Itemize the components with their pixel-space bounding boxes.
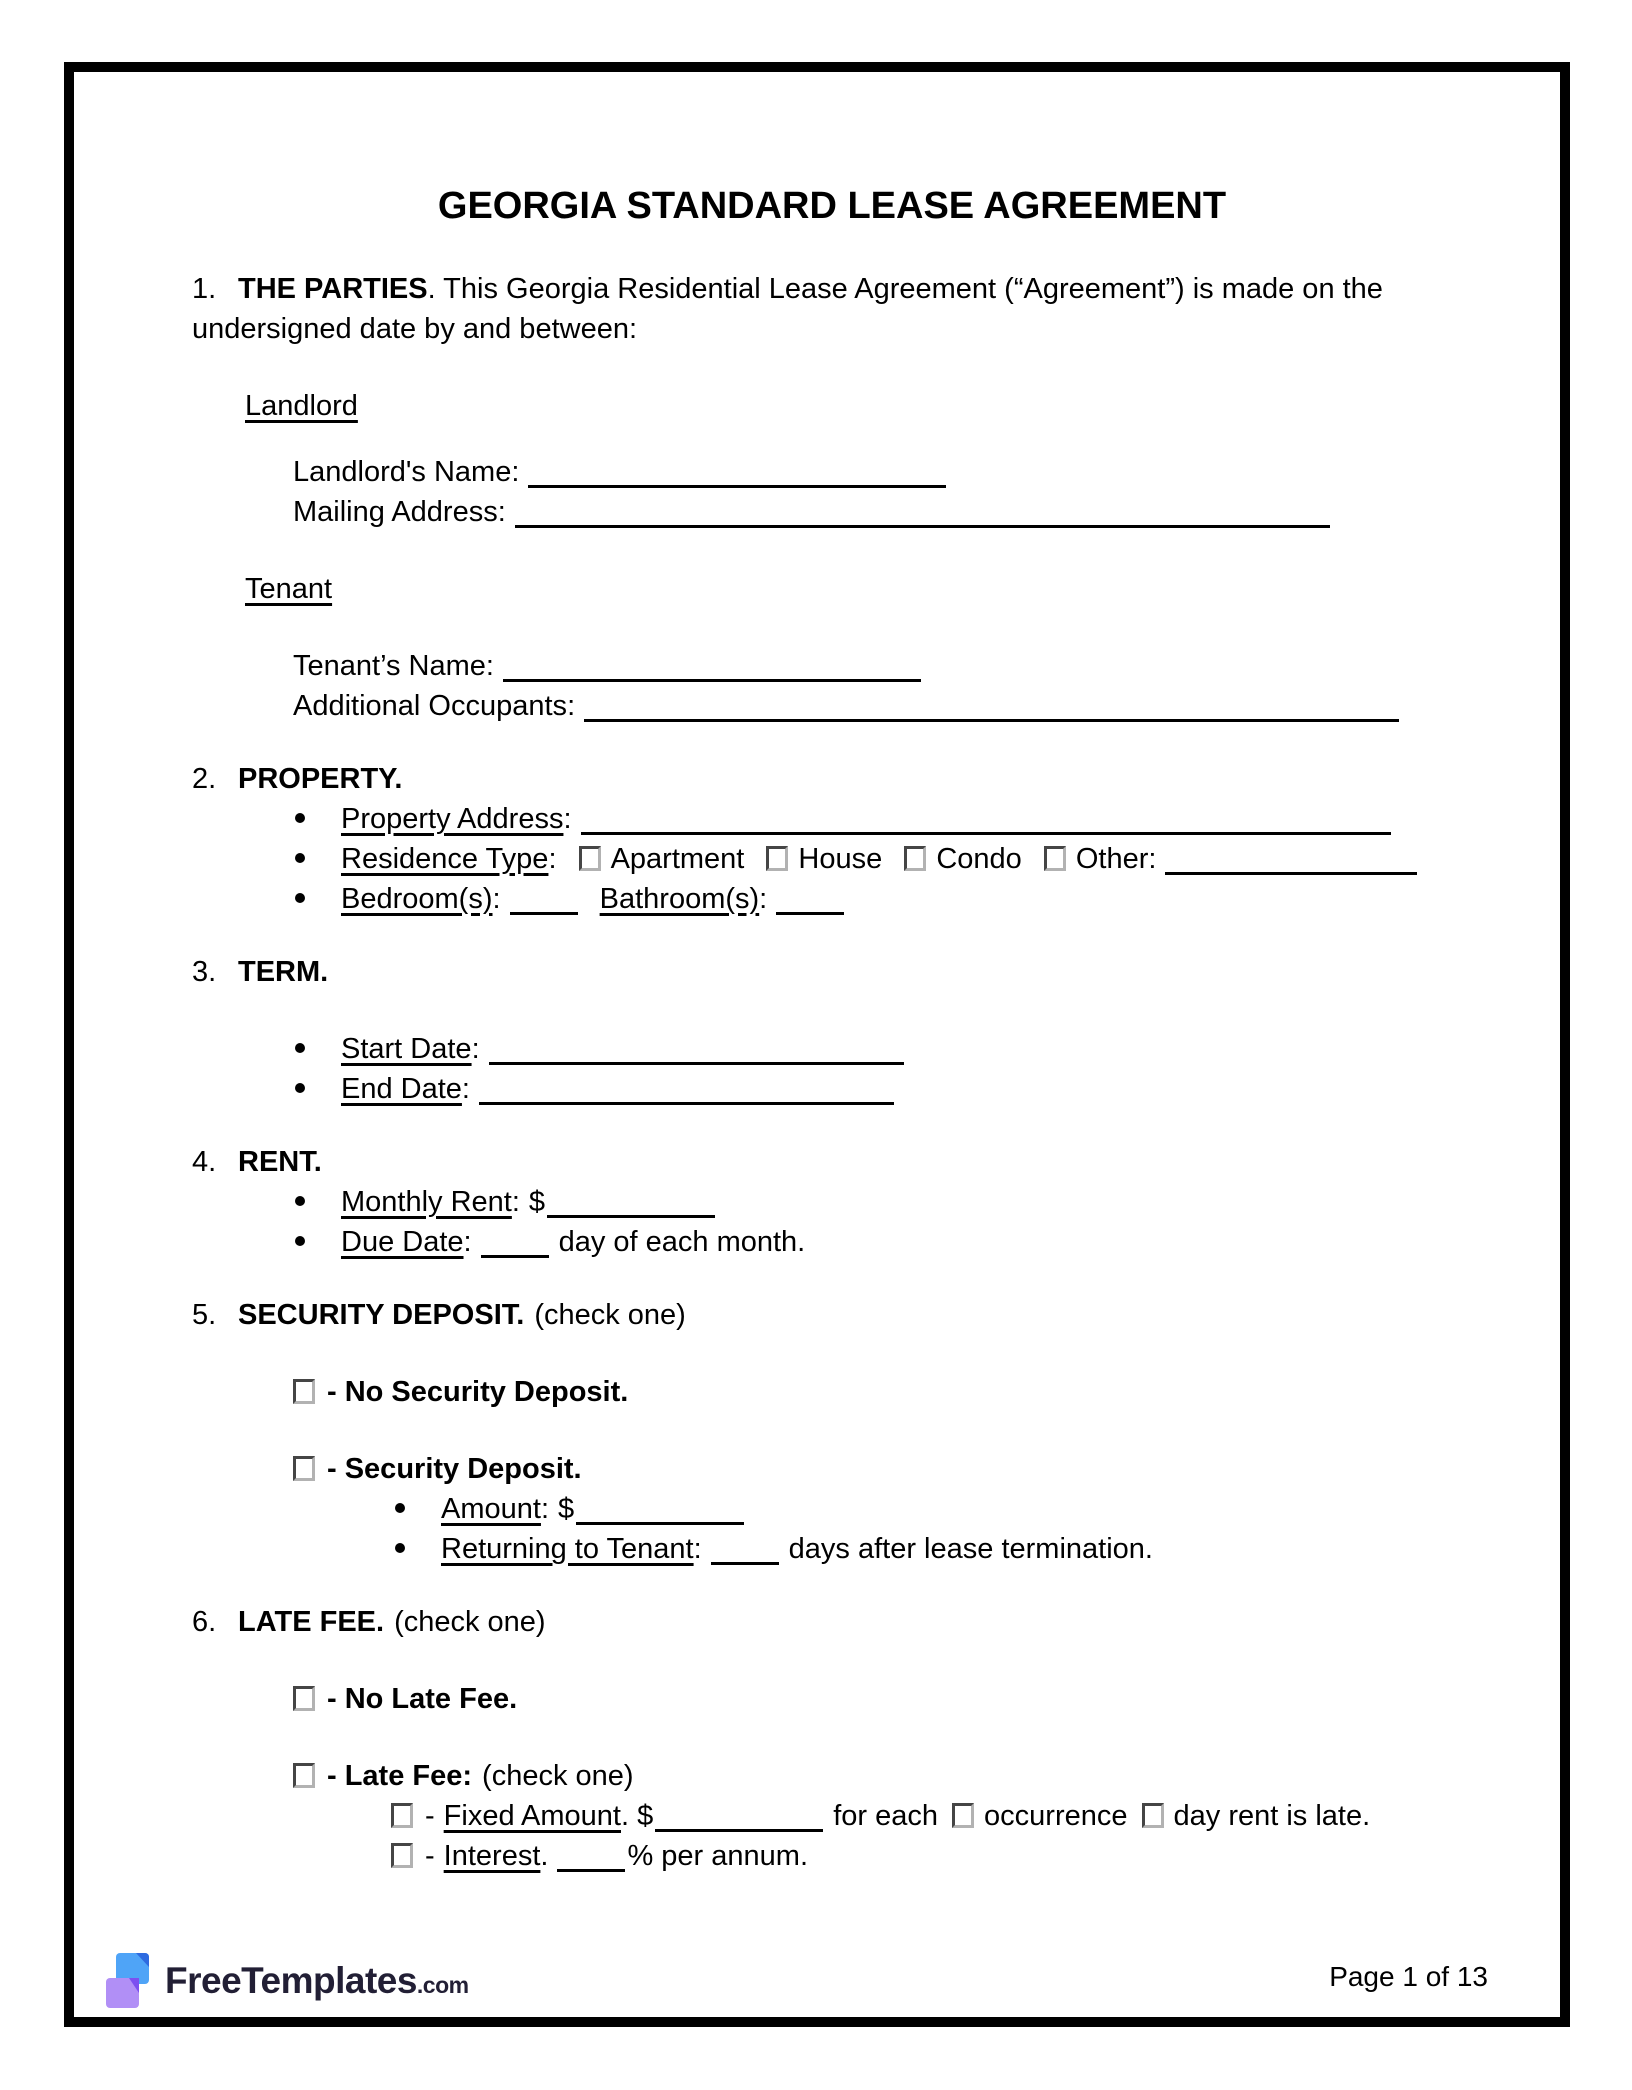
- condo-label: Condo: [936, 843, 1022, 875]
- day-late-label: day rent is late.: [1173, 1800, 1371, 1832]
- day-late-checkbox[interactable]: [1142, 1803, 1164, 1828]
- section-property-title: PROPERTY.: [238, 763, 403, 795]
- additional-occupants-blank[interactable]: [584, 689, 1399, 722]
- apartment-checkbox[interactable]: [579, 846, 601, 871]
- deposit-amount-blank[interactable]: [576, 1492, 744, 1525]
- dash: -: [425, 1840, 435, 1872]
- due-date-blank[interactable]: [481, 1225, 549, 1258]
- late-fee-note: (check one): [482, 1760, 634, 1792]
- fixed-amount-period: . $: [621, 1800, 654, 1832]
- tenant-heading: Tenant: [245, 573, 333, 605]
- no-security-deposit-row: [293, 1372, 1472, 1412]
- no-late-fee-row: [293, 1679, 1472, 1719]
- colon: :: [693, 1533, 702, 1565]
- property-address-blank[interactable]: [581, 802, 1391, 835]
- occurrence-label: occurrence: [984, 1800, 1128, 1832]
- dollar-sign: $: [528, 1186, 546, 1218]
- section-property-heading: [192, 759, 1472, 799]
- brand-name: FreeTemplates: [165, 1959, 417, 2001]
- deposit-amount-label: Amount: [441, 1493, 541, 1525]
- colon: :: [463, 1226, 472, 1258]
- occurrence-checkbox[interactable]: [952, 1803, 974, 1828]
- colon: :: [511, 1186, 520, 1218]
- tenant-name-row: [293, 646, 1472, 686]
- colon: :: [485, 650, 494, 682]
- freetemplates-icon: [104, 1951, 151, 2009]
- section-term-heading: [192, 952, 1472, 992]
- bathrooms-label: Bathroom(s): [599, 883, 760, 915]
- start-date-label: Start Date: [341, 1033, 472, 1065]
- bullet-icon: [295, 1236, 305, 1246]
- due-date-label: Due Date: [341, 1226, 464, 1258]
- additional-occupants-label: Additional Occupants: [293, 690, 568, 722]
- house-label: House: [798, 843, 883, 875]
- no-security-deposit-label: - No Security Deposit.: [327, 1376, 629, 1408]
- monthly-rent-blank[interactable]: [547, 1185, 715, 1218]
- returning-suffix: days after lease termination.: [788, 1533, 1153, 1565]
- no-security-deposit-checkbox[interactable]: [293, 1379, 315, 1404]
- end-date-label: End Date: [341, 1073, 462, 1105]
- returning-to-tenant-row: [395, 1529, 1472, 1569]
- section-security-deposit-heading: [192, 1295, 1472, 1335]
- late-fee-checkbox[interactable]: [293, 1763, 315, 1788]
- interest-label: Interest: [443, 1840, 541, 1872]
- bedrooms-bathrooms-row: [295, 879, 1472, 919]
- tenant-name-blank[interactable]: [503, 649, 921, 682]
- apartment-label: Apartment: [610, 843, 745, 875]
- bullet-icon: [395, 1503, 405, 1513]
- section-rent-title: RENT.: [238, 1146, 322, 1178]
- landlord-name-label: Landlord's Name: [293, 456, 512, 488]
- page-number: Page 1 of 13: [1329, 1961, 1488, 1992]
- interest-rate-blank[interactable]: [557, 1839, 625, 1872]
- bullet-icon: [395, 1543, 405, 1553]
- dash: -: [425, 1800, 435, 1832]
- colon: :: [492, 883, 501, 915]
- property-address-row: [295, 799, 1472, 839]
- returning-to-tenant-label: Returning to Tenant: [441, 1533, 694, 1565]
- colon: :: [548, 843, 557, 875]
- property-address-label: Property Address: [341, 803, 564, 835]
- document-title: GEORGIA STANDARD LEASE AGREEMENT: [437, 185, 1227, 227]
- condo-checkbox[interactable]: [904, 846, 926, 871]
- colon: :: [461, 1073, 470, 1105]
- monthly-rent-row: [295, 1182, 1472, 1222]
- colon: :: [497, 496, 506, 528]
- no-late-fee-label: - No Late Fee.: [327, 1683, 518, 1715]
- fixed-amount-blank[interactable]: [655, 1799, 823, 1832]
- colon: :: [471, 1033, 480, 1065]
- section-term-title: TERM.: [238, 956, 329, 988]
- section-late-fee-title: LATE FEE.: [238, 1606, 385, 1638]
- returning-days-blank[interactable]: [711, 1532, 779, 1565]
- interest-suffix: % per annum.: [627, 1840, 808, 1872]
- security-deposit-label: - Security Deposit.: [327, 1453, 582, 1485]
- security-deposit-checkbox[interactable]: [293, 1456, 315, 1481]
- fixed-amount-row: [391, 1796, 1472, 1836]
- section-number: 2.: [192, 763, 217, 795]
- page-border: [64, 62, 1570, 2027]
- bedrooms-label: Bedroom(s): [341, 883, 493, 915]
- section-parties-text: . This Georgia Residential Lease Agreement (“Agreement”) is made on the undersigned date by and between:: [192, 273, 1383, 345]
- bathrooms-blank[interactable]: [776, 882, 844, 915]
- dollar-sign: $: [558, 1493, 575, 1525]
- interest-row: [391, 1836, 1472, 1876]
- residence-type-label: Residence Type: [341, 843, 549, 875]
- bedrooms-blank[interactable]: [510, 882, 578, 915]
- section-number: 1.: [192, 273, 217, 305]
- landlord-name-blank[interactable]: [528, 455, 946, 488]
- fixed-amount-checkbox[interactable]: [391, 1803, 413, 1828]
- late-fee-label: - Late Fee:: [327, 1760, 473, 1792]
- mailing-address-blank[interactable]: [515, 495, 1330, 528]
- section-number: 4.: [192, 1146, 217, 1178]
- due-date-suffix: day of each month.: [558, 1226, 806, 1258]
- brand-wordmark: [165, 1959, 469, 2001]
- bullet-icon: [295, 1196, 305, 1206]
- section-rent-heading: [192, 1142, 1472, 1182]
- bullet-icon: [295, 853, 305, 863]
- bullet-icon: [295, 1043, 305, 1053]
- section-parties: [192, 269, 1472, 349]
- security-deposit-row: [293, 1449, 1472, 1489]
- section-security-deposit-title: SECURITY DEPOSIT.: [238, 1299, 525, 1331]
- colon: :: [567, 690, 576, 722]
- for-each-text: for each: [833, 1800, 939, 1832]
- other-blank[interactable]: [1165, 842, 1417, 875]
- landlord-name-row: [293, 452, 1472, 492]
- bullet-icon: [295, 1083, 305, 1093]
- landlord-heading: Landlord: [245, 390, 358, 422]
- mailing-address-label: Mailing Address: [293, 496, 498, 528]
- monthly-rent-label: Monthly Rent: [341, 1186, 512, 1218]
- document-content: [74, 72, 1560, 1876]
- colon: :: [563, 803, 572, 835]
- other-label: Other:: [1075, 843, 1157, 875]
- fixed-amount-label: Fixed Amount: [443, 1800, 621, 1832]
- residence-type-row: [295, 839, 1472, 879]
- bullet-icon: [295, 893, 305, 903]
- start-date-blank[interactable]: [489, 1032, 904, 1065]
- other-checkbox[interactable]: [1044, 846, 1066, 871]
- mailing-address-row: [293, 492, 1472, 532]
- end-date-blank[interactable]: [479, 1072, 894, 1105]
- additional-occupants-row: [293, 686, 1472, 726]
- check-one-note: (check one): [534, 1299, 686, 1331]
- freetemplates-logo: [104, 1951, 469, 2009]
- bullet-icon: [295, 813, 305, 823]
- start-date-row: [295, 1029, 1472, 1069]
- brand-tld: .com: [416, 1971, 469, 1998]
- interest-period: .: [540, 1840, 549, 1872]
- section-number: 3.: [192, 956, 217, 988]
- tenant-name-label: Tenant’s Name: [293, 650, 486, 682]
- section-late-fee-heading: [192, 1602, 1472, 1642]
- colon: :: [511, 456, 520, 488]
- no-late-fee-checkbox[interactable]: [293, 1686, 315, 1711]
- check-one-note: (check one): [394, 1606, 546, 1638]
- interest-checkbox[interactable]: [391, 1843, 413, 1868]
- colon: :: [540, 1493, 550, 1525]
- house-checkbox[interactable]: [766, 846, 788, 871]
- section-parties-label: THE PARTIES: [238, 273, 428, 305]
- deposit-amount-row: [395, 1489, 1472, 1529]
- late-fee-row: [293, 1756, 1472, 1796]
- due-date-row: [295, 1222, 1472, 1262]
- colon: :: [759, 883, 768, 915]
- section-number: 5.: [192, 1299, 217, 1331]
- section-number: 6.: [192, 1606, 217, 1638]
- end-date-row: [295, 1069, 1472, 1109]
